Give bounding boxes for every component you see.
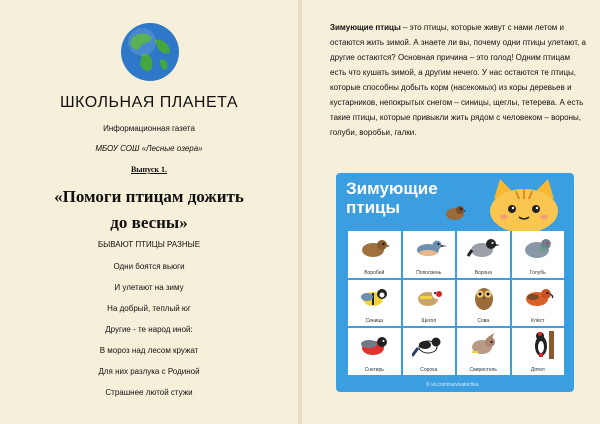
issue-number: Выпуск 1. xyxy=(130,165,168,174)
poem-line: Одни боятся вьюги xyxy=(113,262,185,271)
poem-line: Страшнее лютой стужи xyxy=(105,388,193,397)
waxwing-icon xyxy=(466,331,502,359)
birds-grid xyxy=(348,231,564,375)
bird-name: Сорока xyxy=(420,367,438,373)
nuthatch-icon xyxy=(412,234,448,262)
poem-line: Для них разлука с Родиной xyxy=(98,367,200,376)
bird-name: Ворона xyxy=(474,269,492,276)
bird-name: Свиристель xyxy=(469,367,497,373)
bird-card xyxy=(403,231,456,278)
newspaper-subtitle: Информационная газета xyxy=(103,124,195,133)
poem-line: Другие - те народ иной: xyxy=(105,325,193,334)
poem-line: БЫВАЮТ ПТИЦЫ РАЗНЫЕ xyxy=(97,240,201,249)
poster-title-line-1: Зимующие xyxy=(346,179,438,198)
headline xyxy=(0,184,298,236)
bird-name: Щегол xyxy=(421,318,437,325)
woodpecker-icon xyxy=(521,331,557,359)
crow-icon xyxy=(466,234,502,262)
left-page xyxy=(0,0,298,424)
bird-card xyxy=(348,328,401,375)
bird-card xyxy=(512,328,565,375)
winter-birds-poster xyxy=(336,173,574,392)
cat-icon xyxy=(486,177,562,231)
headline-line-2: до весны» xyxy=(110,213,188,232)
sparrow-bird-icon xyxy=(357,234,393,262)
bird-card xyxy=(457,231,510,278)
bird-name: Голубь xyxy=(529,269,546,276)
crossbill-icon xyxy=(521,283,557,311)
poster-title xyxy=(346,179,438,217)
article-body: – это птицы, которые живут с нами летом и остаются жить зимой. А знаете ли вы, почему одни птицы улетают, а другие остаются? Основная причина – это голод! Одним птицам есть что кушать зимой, а другим нечего. У нас остаются те птицы, которые способны добыть корм (насекомых) из коры деревьев и кустарников, непокрытых снегом – синицы, щеглы, тетерева. А есть такие птицы, которые привыкли жить рядом с человеком – вороны, голуби, воробьи, галки. xyxy=(330,23,586,137)
bird-card xyxy=(403,328,456,375)
poster-credit: © vk.com/razvivalochka xyxy=(426,382,479,388)
bird-card xyxy=(348,231,401,278)
magpie-icon xyxy=(412,331,448,359)
pigeon-icon xyxy=(521,234,557,262)
bird-card xyxy=(512,280,565,327)
bird-name: Поползень xyxy=(416,269,442,276)
poster-title-line-2: птицы xyxy=(346,198,401,217)
bird-name: Снегирь xyxy=(364,367,384,373)
bird-card xyxy=(512,231,565,278)
owl-icon xyxy=(466,283,502,311)
bird-name: Клёст xyxy=(531,318,545,325)
tit-icon xyxy=(357,283,393,311)
bird-card xyxy=(348,280,401,327)
bird-name: Сова xyxy=(477,318,490,325)
bullfinch-icon xyxy=(357,331,393,359)
bird-name: Синица xyxy=(365,318,384,325)
goldfinch-icon xyxy=(412,283,448,311)
article-text xyxy=(330,20,586,140)
headline-line-1: «Помоги птицам дожить xyxy=(54,187,244,206)
poem-line: И улетают на зиму xyxy=(114,283,184,292)
sparrow-icon xyxy=(444,203,466,221)
article-lead: Зимующие птицы xyxy=(330,23,401,32)
poem-line: На добрый, теплый юг xyxy=(107,304,191,313)
bird-card xyxy=(457,280,510,327)
globe-icon xyxy=(120,22,180,82)
poem-line: В мороз над лесом кружат xyxy=(99,346,199,355)
school-name: МБОУ СОШ «Лесные озера» xyxy=(95,144,203,153)
bird-card xyxy=(403,280,456,327)
newspaper-title: ШКОЛЬНАЯ ПЛАНЕТА xyxy=(59,94,239,111)
bird-name: Воробей xyxy=(364,269,385,276)
bird-name: Дятел xyxy=(530,367,545,373)
bird-card xyxy=(457,328,510,375)
